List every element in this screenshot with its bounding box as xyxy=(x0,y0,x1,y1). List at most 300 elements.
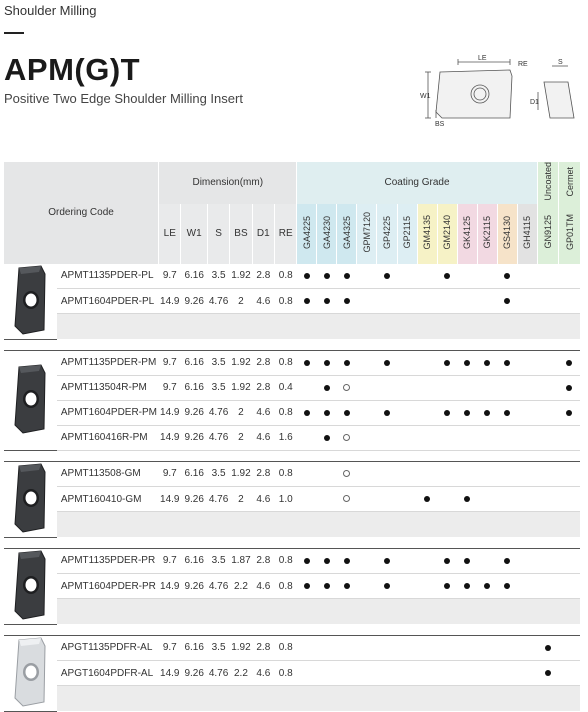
blank-cell xyxy=(317,599,337,624)
blank-cell xyxy=(317,512,337,537)
grade-cell xyxy=(457,264,477,289)
dim-value: 9.26 xyxy=(181,425,207,450)
grade-cell xyxy=(397,264,417,289)
blank-cell xyxy=(457,599,477,624)
dim-value: 14.9 xyxy=(159,425,181,450)
ordering-code: APGT1135PDFR-AL xyxy=(57,635,159,660)
recommended-dot-icon xyxy=(344,583,350,589)
grade-cell xyxy=(357,548,377,573)
dim-value: 0.8 xyxy=(275,548,297,573)
dim-value: 4.6 xyxy=(252,288,274,313)
grade-cell xyxy=(357,375,377,400)
dim-value: 0.8 xyxy=(275,660,297,685)
grade-cell xyxy=(437,288,457,313)
grade-cell xyxy=(337,350,357,375)
insert-spec-table xyxy=(4,162,580,712)
blank-cell xyxy=(207,599,229,624)
dim-header-re: RE xyxy=(275,204,297,264)
group-separator xyxy=(4,624,580,635)
grade-cell xyxy=(457,573,477,598)
dim-value: 2.8 xyxy=(252,548,274,573)
separator-cell xyxy=(4,537,580,548)
blank-cell xyxy=(437,599,457,624)
dim-value: 9.7 xyxy=(159,635,181,660)
dim-value: 2 xyxy=(230,425,252,450)
grade-header-gm4135: GM4135 xyxy=(417,204,437,264)
dim-value: 6.16 xyxy=(181,461,207,486)
grade-cell xyxy=(537,573,558,598)
blank-cell xyxy=(457,512,477,537)
grade-cell xyxy=(317,573,337,598)
recommended-dot-icon xyxy=(504,558,510,564)
blank-cell xyxy=(57,686,159,711)
dim-value: 4.76 xyxy=(207,425,229,450)
breadcrumb-underline xyxy=(4,32,24,34)
grade-cell xyxy=(397,461,417,486)
grade-cell xyxy=(397,288,417,313)
table-row xyxy=(4,573,580,598)
dim-value: 6.16 xyxy=(181,264,207,289)
grade-cell xyxy=(537,461,558,486)
diagram-label-w1: W1 xyxy=(420,93,431,100)
dim-value: 6.16 xyxy=(181,635,207,660)
dim-value: 9.7 xyxy=(159,264,181,289)
grade-cell xyxy=(397,486,417,511)
grade-cell xyxy=(437,400,457,425)
recommended-dot-icon xyxy=(344,360,350,366)
dim-value: 1.92 xyxy=(230,264,252,289)
recommended-dot-icon xyxy=(324,558,330,564)
recommended-dot-icon xyxy=(504,410,510,416)
recommended-dot-icon xyxy=(324,273,330,279)
dim-value: 2.8 xyxy=(252,264,274,289)
grade-cell xyxy=(337,425,357,450)
blank-cell xyxy=(477,512,497,537)
recommended-dot-icon xyxy=(324,360,330,366)
blank-cell xyxy=(497,314,517,339)
grade-cell xyxy=(337,660,357,685)
blank-cell xyxy=(397,512,417,537)
grade-cell xyxy=(377,660,397,685)
dim-value: 4.76 xyxy=(207,486,229,511)
recommended-dot-icon xyxy=(444,410,450,416)
blank-cell xyxy=(275,314,297,339)
grade-header-ga4230: GA4230 xyxy=(317,204,337,264)
recommended-dot-icon xyxy=(324,435,330,441)
blank-cell xyxy=(207,686,229,711)
table-row xyxy=(4,350,580,375)
blank-cell xyxy=(357,512,377,537)
ordering-code: APMT1604PDER-PL xyxy=(57,288,159,313)
dim-value: 1.6 xyxy=(275,425,297,450)
ordering-code: APGT1604PDFR-AL xyxy=(57,660,159,685)
blank-cell xyxy=(252,314,274,339)
blank-cell xyxy=(537,314,558,339)
group-separator xyxy=(4,339,580,350)
grade-cell xyxy=(477,548,497,573)
dim-value: 0.4 xyxy=(275,375,297,400)
blank-cell xyxy=(377,686,397,711)
grade-cell xyxy=(517,635,537,660)
grade-cell xyxy=(297,375,317,400)
dim-value: 0.8 xyxy=(275,461,297,486)
grade-cell xyxy=(517,660,537,685)
grade-cell xyxy=(477,486,497,511)
grade-cell xyxy=(517,486,537,511)
blank-cell xyxy=(57,314,159,339)
recommended-dot-icon xyxy=(545,670,551,676)
grade-cell xyxy=(537,400,558,425)
grade-cell xyxy=(497,400,517,425)
dim-value: 14.9 xyxy=(159,660,181,685)
insert-dark-icon xyxy=(4,461,57,537)
ordering-code: APMT113508-GM xyxy=(57,461,159,486)
recommended-dot-icon xyxy=(484,583,490,589)
grade-cell xyxy=(357,425,377,450)
grade-cell xyxy=(537,425,558,450)
grade-cell xyxy=(417,350,437,375)
grade-cell xyxy=(477,350,497,375)
grade-cell xyxy=(477,635,497,660)
grade-cell xyxy=(437,486,457,511)
grade-cell xyxy=(417,264,437,289)
dim-value: 2.8 xyxy=(252,350,274,375)
group-separator xyxy=(4,450,580,461)
dim-value: 9.26 xyxy=(181,288,207,313)
grade-header-gk4125: GK4125 xyxy=(457,204,477,264)
optional-ring-icon xyxy=(343,384,350,391)
blank-cell xyxy=(537,599,558,624)
recommended-dot-icon xyxy=(344,273,350,279)
dim-value: 6.16 xyxy=(181,350,207,375)
dim-value: 2.8 xyxy=(252,461,274,486)
recommended-dot-icon xyxy=(324,385,330,391)
dim-value: 6.16 xyxy=(181,548,207,573)
grade-cell xyxy=(437,660,457,685)
dimension-header: Dimension(mm) xyxy=(159,162,297,204)
grade-cell xyxy=(357,660,377,685)
blank-cell xyxy=(181,512,207,537)
dim-value: 4.76 xyxy=(207,400,229,425)
blank-cell xyxy=(297,599,317,624)
ordering-code: APMT1135PDER-PL xyxy=(57,264,159,289)
blank-cell xyxy=(275,512,297,537)
grade-cell xyxy=(517,288,537,313)
blank-cell xyxy=(437,314,457,339)
blank-row xyxy=(4,686,580,711)
grade-cell xyxy=(537,660,558,685)
blank-cell xyxy=(377,314,397,339)
grade-cell xyxy=(417,548,437,573)
grade-cell xyxy=(377,264,397,289)
grade-cell xyxy=(477,660,497,685)
blank-cell xyxy=(159,686,181,711)
grade-cell xyxy=(559,288,581,313)
dim-value: 9.26 xyxy=(181,573,207,598)
grade-cell xyxy=(457,375,477,400)
grade-cell xyxy=(397,660,417,685)
recommended-dot-icon xyxy=(444,583,450,589)
grade-cell xyxy=(559,461,581,486)
page-title: APM(G)T xyxy=(4,52,141,87)
recommended-dot-icon xyxy=(344,558,350,564)
dim-value: 1.92 xyxy=(230,635,252,660)
grade-cell xyxy=(397,425,417,450)
grade-cell xyxy=(357,288,377,313)
grade-cell xyxy=(337,548,357,573)
dim-value: 4.6 xyxy=(252,400,274,425)
grade-cell xyxy=(337,635,357,660)
blank-cell xyxy=(537,512,558,537)
separator-cell xyxy=(4,624,580,635)
recommended-dot-icon xyxy=(324,410,330,416)
blank-cell xyxy=(317,686,337,711)
dim-value: 14.9 xyxy=(159,486,181,511)
dim-value: 3.5 xyxy=(207,375,229,400)
grade-cell xyxy=(377,288,397,313)
grade-cell xyxy=(297,461,317,486)
dim-value: 4.6 xyxy=(252,660,274,685)
grade-header-gh4115: GH4115 xyxy=(517,204,537,264)
coating-grade-header: Coating Grade xyxy=(297,162,537,204)
recommended-dot-icon xyxy=(464,496,470,502)
grade-cell xyxy=(337,264,357,289)
blank-row xyxy=(4,599,580,624)
insert-silver-icon xyxy=(4,635,57,711)
recommended-dot-icon xyxy=(464,360,470,366)
dim-header-bs: BS xyxy=(230,204,252,264)
separator-cell xyxy=(4,339,580,350)
grade-cell xyxy=(297,486,317,511)
grade-cell xyxy=(537,264,558,289)
dim-value: 9.7 xyxy=(159,461,181,486)
grade-cell xyxy=(357,350,377,375)
recommended-dot-icon xyxy=(464,410,470,416)
blank-cell xyxy=(497,686,517,711)
insert-dark-icon xyxy=(4,264,57,340)
blank-cell xyxy=(559,599,581,624)
grade-cell xyxy=(377,635,397,660)
blank-cell xyxy=(207,314,229,339)
grade-cell xyxy=(417,660,437,685)
dim-value: 3.5 xyxy=(207,264,229,289)
grade-cell xyxy=(317,548,337,573)
recommended-dot-icon xyxy=(464,583,470,589)
grade-cell xyxy=(297,288,317,313)
dim-value: 14.9 xyxy=(159,400,181,425)
grade-cell xyxy=(317,400,337,425)
blank-cell xyxy=(297,512,317,537)
grade-cell xyxy=(497,635,517,660)
table-row xyxy=(4,400,580,425)
dim-value: 2 xyxy=(230,400,252,425)
blank-cell xyxy=(417,599,437,624)
grade-cell xyxy=(377,400,397,425)
grade-header-gp4225: GP4225 xyxy=(377,204,397,264)
recommended-dot-icon xyxy=(566,360,572,366)
grade-cell xyxy=(397,573,417,598)
insert-dimension-diagram xyxy=(418,52,584,130)
blank-cell xyxy=(559,686,581,711)
table-row xyxy=(4,461,580,486)
recommended-dot-icon xyxy=(304,583,310,589)
blank-cell xyxy=(275,599,297,624)
table-row xyxy=(4,486,580,511)
uncoated-header: Uncoated xyxy=(537,162,558,204)
grade-cell xyxy=(377,425,397,450)
blank-cell xyxy=(457,314,477,339)
grade-cell xyxy=(497,548,517,573)
blank-cell xyxy=(437,686,457,711)
grade-cell xyxy=(377,375,397,400)
diagram-label-d1: D1 xyxy=(530,99,539,106)
blank-cell xyxy=(417,512,437,537)
grade-cell xyxy=(297,660,317,685)
blank-cell xyxy=(397,599,417,624)
blank-cell xyxy=(417,314,437,339)
dim-value: 4.76 xyxy=(207,573,229,598)
ordering-code: APMT1135PDER-PM xyxy=(57,350,159,375)
breadcrumb[interactable]: Shoulder Milling xyxy=(4,3,97,18)
dim-value: 14.9 xyxy=(159,288,181,313)
blank-cell xyxy=(337,314,357,339)
ordering-code-header: Ordering Code xyxy=(4,162,159,264)
grade-header-gn9125: GN9125 xyxy=(537,204,558,264)
blank-cell xyxy=(317,314,337,339)
cermet-header: Cermet xyxy=(559,162,581,204)
grade-cell xyxy=(517,461,537,486)
dim-header-w1: W1 xyxy=(181,204,207,264)
diagram-label-re: RE xyxy=(518,61,528,68)
grade-cell xyxy=(297,400,317,425)
grade-cell xyxy=(417,486,437,511)
dim-value: 9.26 xyxy=(181,486,207,511)
grade-cell xyxy=(357,573,377,598)
grade-cell xyxy=(497,350,517,375)
blank-cell xyxy=(517,686,537,711)
recommended-dot-icon xyxy=(384,583,390,589)
grade-cell xyxy=(357,264,377,289)
grade-cell xyxy=(397,548,417,573)
grade-cell xyxy=(337,375,357,400)
blank-cell xyxy=(337,599,357,624)
dim-header-le: LE xyxy=(159,204,181,264)
ordering-code: APMT1604PDER-PM xyxy=(57,400,159,425)
grade-cell xyxy=(417,573,437,598)
recommended-dot-icon xyxy=(424,496,430,502)
blank-cell xyxy=(297,314,317,339)
grade-cell xyxy=(517,350,537,375)
recommended-dot-icon xyxy=(304,360,310,366)
grade-cell xyxy=(559,635,581,660)
grade-cell xyxy=(477,264,497,289)
optional-ring-icon xyxy=(343,470,350,477)
grade-cell xyxy=(317,425,337,450)
grade-cell xyxy=(457,425,477,450)
blank-cell xyxy=(297,686,317,711)
dim-value: 0.8 xyxy=(275,288,297,313)
dim-value: 2 xyxy=(230,486,252,511)
page-subtitle: Positive Two Edge Shoulder Milling Insert xyxy=(4,91,243,106)
blank-cell xyxy=(159,599,181,624)
blank-cell xyxy=(477,599,497,624)
dim-value: 4.76 xyxy=(207,660,229,685)
separator-cell xyxy=(4,450,580,461)
ordering-code: APMT160416R-PM xyxy=(57,425,159,450)
grade-cell xyxy=(377,486,397,511)
blank-cell xyxy=(417,686,437,711)
grade-cell xyxy=(297,635,317,660)
table-row xyxy=(4,375,580,400)
blank-cell xyxy=(517,314,537,339)
dim-value: 0.8 xyxy=(275,264,297,289)
blank-cell xyxy=(357,599,377,624)
grade-cell xyxy=(497,573,517,598)
dim-value: 3.5 xyxy=(207,461,229,486)
table-row xyxy=(4,635,580,660)
grade-cell xyxy=(417,635,437,660)
recommended-dot-icon xyxy=(304,558,310,564)
grade-cell xyxy=(497,425,517,450)
blank-row xyxy=(4,512,580,537)
grade-cell xyxy=(517,375,537,400)
grade-cell xyxy=(559,400,581,425)
grade-cell xyxy=(437,375,457,400)
grade-cell xyxy=(337,400,357,425)
grade-header-gk2115: GK2115 xyxy=(477,204,497,264)
blank-cell xyxy=(357,686,377,711)
blank-cell xyxy=(57,512,159,537)
dim-value: 2 xyxy=(230,288,252,313)
blank-cell xyxy=(457,686,477,711)
dim-value: 9.7 xyxy=(159,375,181,400)
blank-cell xyxy=(230,512,252,537)
grade-cell xyxy=(317,288,337,313)
blank-cell xyxy=(230,686,252,711)
grade-cell xyxy=(497,660,517,685)
dim-value: 0.8 xyxy=(275,350,297,375)
blank-cell xyxy=(230,599,252,624)
grade-cell xyxy=(537,486,558,511)
grade-cell xyxy=(357,400,377,425)
insert-dark-icon xyxy=(4,548,57,624)
grade-cell xyxy=(417,461,437,486)
blank-cell xyxy=(559,512,581,537)
blank-cell xyxy=(275,686,297,711)
grade-cell xyxy=(437,461,457,486)
grade-cell xyxy=(437,635,457,660)
grade-cell xyxy=(317,264,337,289)
grade-cell xyxy=(397,350,417,375)
blank-cell xyxy=(181,686,207,711)
recommended-dot-icon xyxy=(304,273,310,279)
blank-cell xyxy=(497,512,517,537)
grade-cell xyxy=(497,461,517,486)
ordering-code: APMT1604PDER-PR xyxy=(57,573,159,598)
grade-cell xyxy=(317,486,337,511)
dim-value: 4.76 xyxy=(207,288,229,313)
recommended-dot-icon xyxy=(444,360,450,366)
ordering-code: APMT160410-GM xyxy=(57,486,159,511)
grade-cell xyxy=(517,400,537,425)
blank-cell xyxy=(437,512,457,537)
grade-cell xyxy=(477,288,497,313)
recommended-dot-icon xyxy=(344,410,350,416)
blank-cell xyxy=(397,314,417,339)
dim-value: 9.7 xyxy=(159,350,181,375)
blank-cell xyxy=(517,512,537,537)
grade-cell xyxy=(517,425,537,450)
